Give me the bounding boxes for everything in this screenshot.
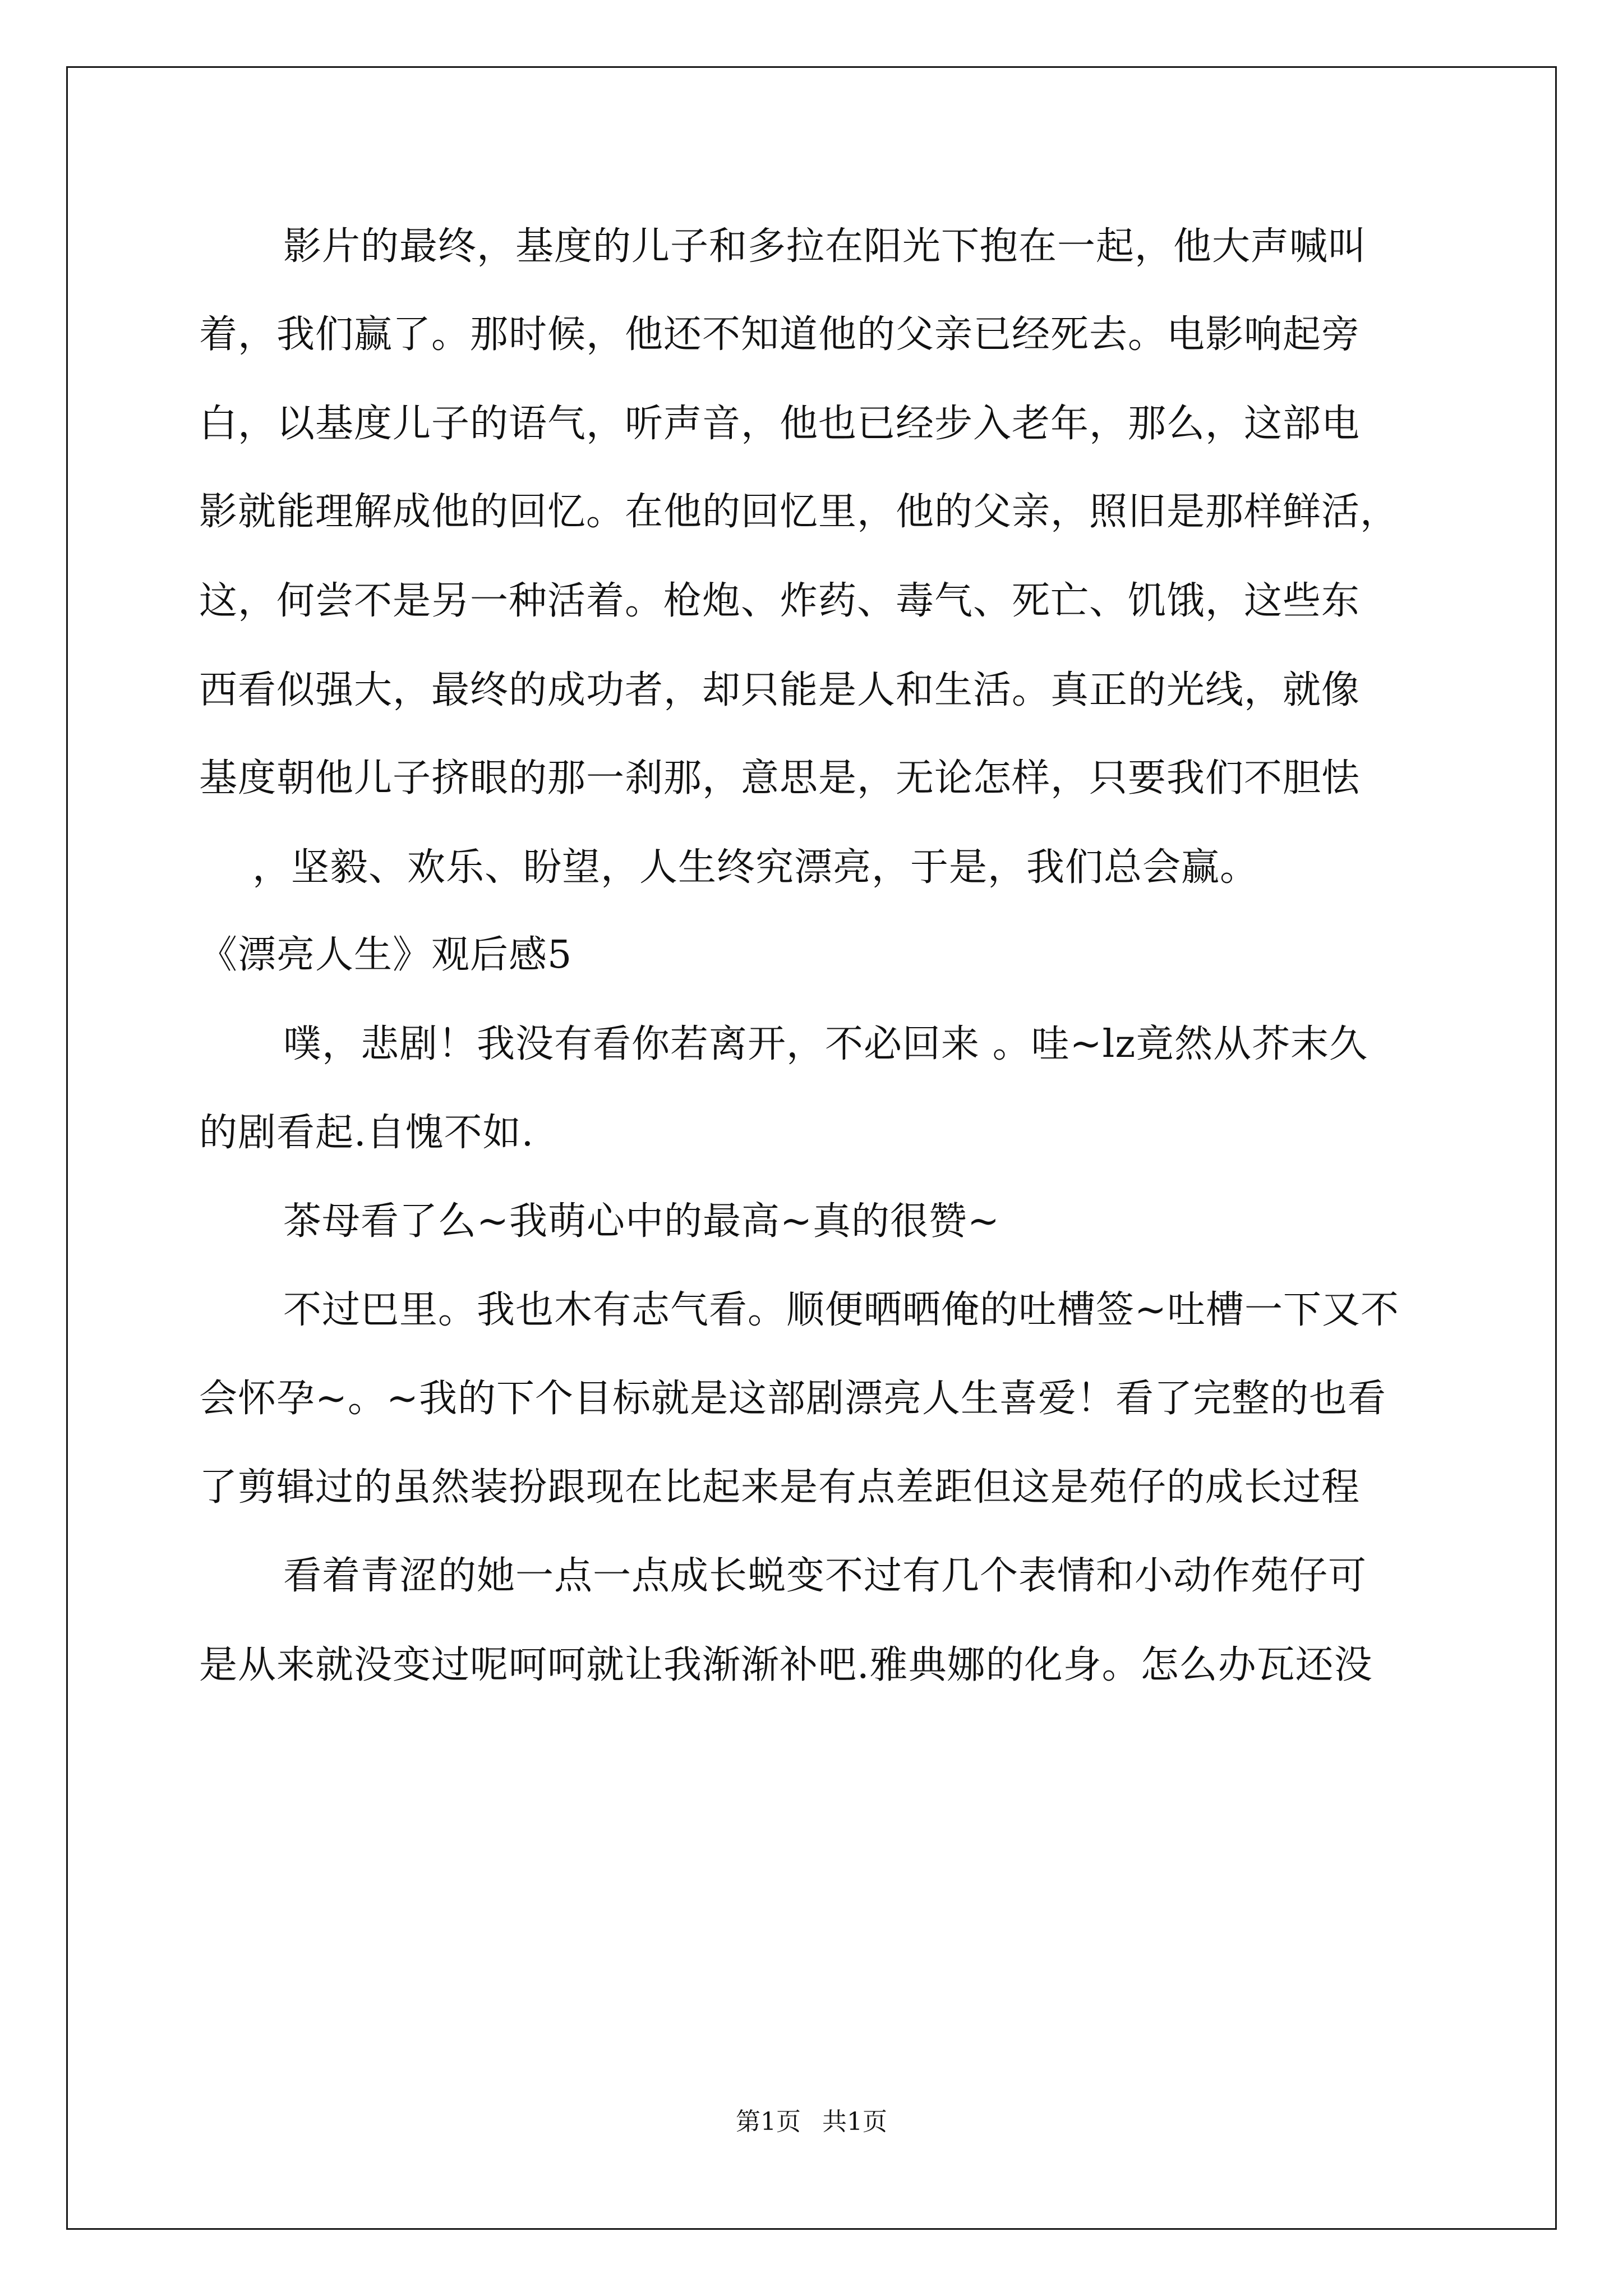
page-number: 第1页 xyxy=(736,2108,801,2136)
section-heading: 《漂亮人生》观后感5 xyxy=(199,933,573,977)
paragraph-line: 的剧看起.自愧不如. xyxy=(199,1111,534,1155)
paragraph-line: 影片的最终，基度的儿子和多拉在阳光下抱在一起，他大声喊叫 xyxy=(283,224,1367,269)
page-footer xyxy=(0,2106,1623,2138)
paragraph-line: 影就能理解成他的回忆。在他的回忆里，他的父亲，照旧是那样鲜活， xyxy=(199,490,1399,534)
page-total: 共1页 xyxy=(822,2108,887,2136)
paragraph-line: 是从来就没变过呢呵呵就让我渐渐补吧.雅典娜的化身。怎么办瓦还没 xyxy=(199,1643,1373,1687)
paragraph-line: ，坚毅、欢乐、盼望，人生终究漂亮，于是，我们总会赢。 xyxy=(252,845,1259,890)
paragraph-line: 西看似强大，最终的成功者，却只能是人和生活。真正的光线，就像 xyxy=(199,668,1361,712)
paragraph-line: 了剪辑过的虽然装扮跟现在比起来是有点差距但这是苑仔的成长过程 xyxy=(199,1465,1361,1510)
paragraph-line: 着，我们赢了。那时候，他还不知道他的父亲已经死去。电影响起旁 xyxy=(199,312,1361,357)
paragraph-line: 噗，悲剧！我没有看你若离开，不必回来 。哇~lz竟然从芥末久 xyxy=(283,1022,1368,1066)
paragraph-line: 基度朝他儿子挤眼的那一刹那，意思是，无论怎样，只要我们不胆怯 xyxy=(199,756,1361,800)
paragraph-line: 茶母看了么~我萌心中的最高~真的很赞~ xyxy=(283,1199,1000,1244)
paragraph-line: 看着青涩的她一点一点成长蜕变不过有几个表情和小动作苑仔可 xyxy=(283,1554,1367,1598)
paragraph-line: 会怀孕~。~我的下个目标就是这部剧漂亮人生喜爱！看了完整的也看 xyxy=(199,1377,1386,1421)
paragraph-line: 这，何尝不是另一种活着。枪炮、炸药、毒气、死亡、饥饿，这些东 xyxy=(199,579,1361,623)
paragraph-line: 白，以基度儿子的语气，听声音，他也已经步入老年，那么，这部电 xyxy=(199,402,1361,446)
paragraph-line: 不过巴里。我也木有志气看。顺便晒晒俺的吐槽签~吐槽一下又不 xyxy=(283,1288,1399,1332)
